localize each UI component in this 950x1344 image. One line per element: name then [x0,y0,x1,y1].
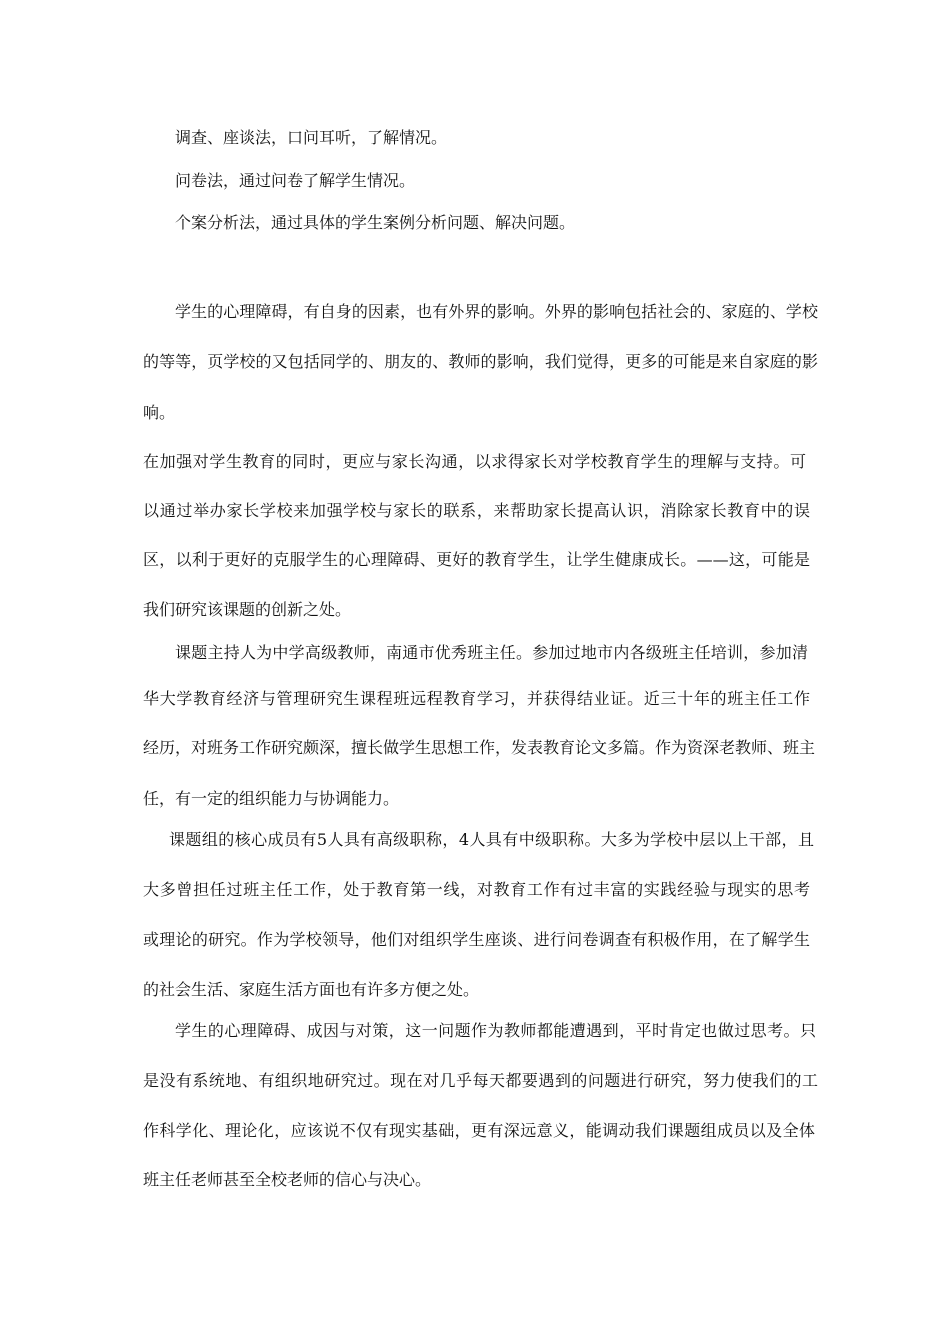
paragraph-line: 任，有一定的组织能力与协调能力。 [143,789,400,808]
paragraph-line: 学生的心理障碍，有自身的因素，也有外界的影响。外界的影响包括社会的、家庭的、学校 [175,302,818,321]
paragraph-line: 大多曾担任过班主任工作，处于教育第一线，对教育工作有过丰富的实践经验与现实的思考 [143,880,810,899]
paragraph-line: 的等等，页学校的又包括同学的、朋友的、教师的影响，我们觉得，更多的可能是来自家庭的影 [143,352,818,371]
paragraph-line: 我们研究该课题的创新之处。 [143,600,352,619]
paragraph-line: 班主任老师甚至全校老师的信心与决心。 [143,1170,432,1189]
paragraph-line: 作科学化、理论化，应该说不仅有现实基础，更有深远意义，能调动我们课题组成员以及全体 [143,1121,815,1140]
method-item: 调查、座谈法，口问耳听，了解情况。 [175,128,448,147]
paragraph-line: 或理论的研究。作为学校领导，他们对组织学生座谈、进行问卷调查有积极作用，在了解学生 [143,930,810,949]
paragraph-line: 华大学教育经济与管理研究生课程班远程教育学习，并获得结业证。近三十年的班主任工作 [143,689,810,708]
paragraph-line: 课题组的核心成员有5人具有高级职称，4人具有中级职称。大多为学校中层以上干部，且 [169,830,814,849]
paragraph-line: 是没有系统地、有组织地研究过。现在对几乎每天都要遇到的问题进行研究，努力使我们的工 [143,1071,818,1090]
paragraph-line: 以通过举办家长学校来加强学校与家长的联系，来帮助家长提高认识，消除家长教育中的误 [143,501,810,520]
paragraph-line: 经历，对班务工作研究颇深，擅长做学生思想工作，发表教育论文多篇。作为资深老教师、班主 [143,738,816,757]
paragraph-line: 课题主持人为中学高级教师，南通市优秀班主任。参加过地市内各级班主任培训，参加清 [175,643,808,662]
paragraph-line: 学生的心理障碍、成因与对策，这一问题作为教师都能遭遇到，平时肯定也做过思考。只 [175,1021,816,1040]
paragraph-line: 区，以利于更好的克服学生的心理障碍、更好的教育学生，让学生健康成长。——这，可能是 [143,550,810,569]
paragraph-line: 在加强对学生教育的同时，更应与家长沟通，以求得家长对学校教育学生的理解与支持。可 [143,452,806,471]
method-item: 个案分析法，通过具体的学生案例分析问题、解决问题。 [175,213,576,232]
method-item: 问卷法，通过问卷了解学生情况。 [175,171,416,190]
paragraph-line: 的社会生活、家庭生活方面也有许多方便之处。 [143,980,480,999]
paragraph-line: 响。 [143,403,176,422]
